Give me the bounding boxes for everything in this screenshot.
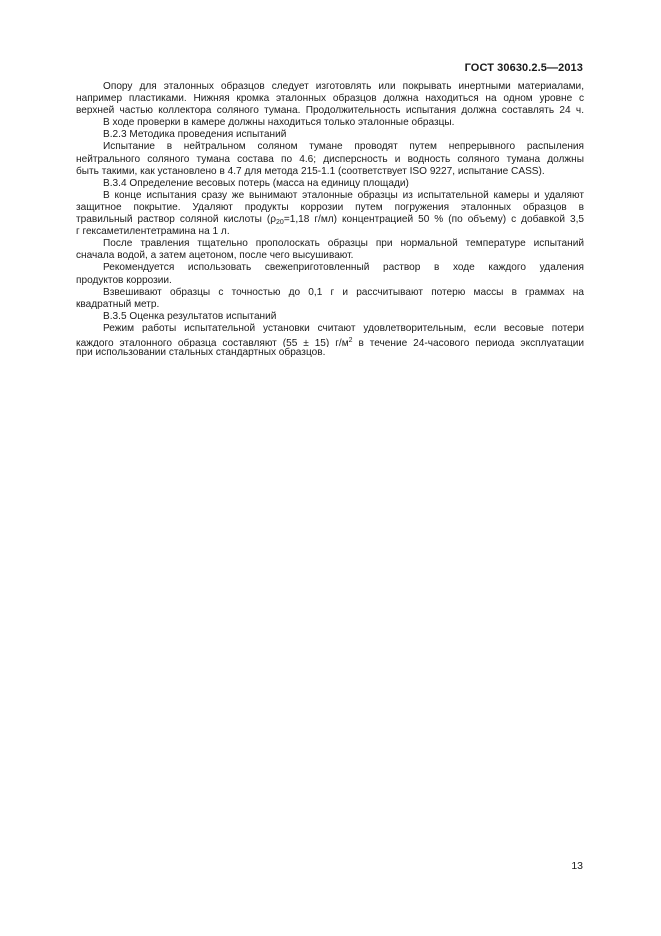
text-segment: каждого эталонного образца составляют (55 ± 15) г/м: [76, 337, 349, 348]
text-line: В.3.4 Определение весовых потерь (масса на единицу площади): [103, 177, 409, 189]
text-line: быть такими, как установлено в 4.7 для метода 215-1.1 (соответствует ISO 9227, испытание CASS).: [76, 165, 545, 177]
text-line: например пластиками. Нижняя кромка эталонных образцов должна находиться на одном уровне с: [76, 93, 584, 105]
text-line: [76, 335, 584, 347]
text-line: нейтрального соляного тумана состава по 4.6; дисперсность и водность соляного тумана должны: [76, 153, 584, 165]
text-line: Взвешивают образцы с точностью до 0,1 г и рассчитывают потерю массы в граммах на: [103, 286, 584, 298]
standard-designation: ГОСТ 30630.2.5—2013: [464, 62, 583, 74]
text-line: при использовании стальных стандартных образцов.: [76, 347, 326, 359]
text-line: В.3.5 Оценка результатов испытаний: [103, 310, 277, 322]
text-segment: травильный раствор соляной кислоты (ρ: [76, 214, 277, 226]
text-line: Опору для эталонных образцов следует изготовлять или покрывать инертными материалами,: [103, 81, 584, 92]
text-line: г гексаметилентетрамина на 1 л.: [76, 226, 230, 238]
text-line: квадратный метр.: [76, 298, 160, 310]
text-segment: в течение 24-часового периода эксплуатации: [352, 337, 584, 348]
text-line: защитное покрытие. Удаляют продукты коррозии путем погружения эталонных образцов в: [76, 201, 584, 213]
superscript: 2: [348, 336, 353, 344]
text-line: сначала водой, а затем ацетоном, после чего высушивают.: [76, 250, 354, 262]
text-line: В.2.3 Методика проведения испытаний: [103, 129, 287, 141]
text-line: верхней частью коллектора соляного тумана. Продолжительность испытания должна составлять 24 ч.: [76, 105, 584, 117]
text-line: Режим работы испытательной установки считают удовлетворительным, если весовые потери: [103, 322, 584, 334]
text-line: продуктов коррозии.: [76, 274, 172, 286]
document-body: [76, 81, 584, 359]
text-segment: =1,18 г/мл) концентрацией 50 % (по объему) с добавкой 3,5: [283, 214, 584, 226]
text-line: В конце испытания сразу же вынимают эталонные образцы из испытательной камеры и удаляют: [103, 189, 584, 201]
text-line: [76, 214, 584, 226]
page-number: 13: [571, 860, 583, 872]
subscript: 20: [276, 219, 284, 227]
text-line: Рекомендуется использовать свежеприготовленный раствор в ходе каждого удаления: [103, 262, 584, 274]
text-line: После травления тщательно прополоскать образцы при нормальной температуре испытаний: [103, 238, 584, 250]
text-line: Испытание в нейтральном соляном тумане проводят путем непрерывного распыления: [103, 141, 584, 153]
text-line: В ходе проверки в камере должны находиться только эталонные образцы.: [103, 117, 455, 129]
